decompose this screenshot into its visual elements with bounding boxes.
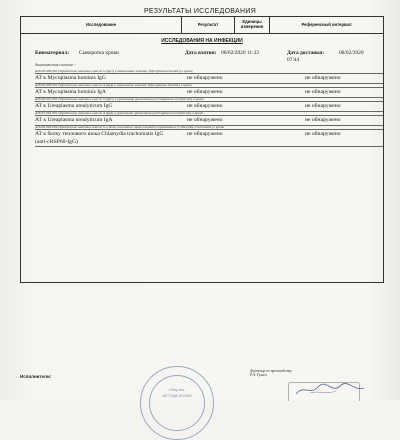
- header-result: Результат: [182, 17, 235, 33]
- results-frame: [20, 32, 384, 283]
- test-reference: не обнаружено: [305, 131, 341, 137]
- stamp-text-2: МЕТОДИЧЕСКИЙ: [162, 394, 192, 398]
- test-code-description: A26.06.072.001 Определение антител класса G (IgG) к уреаплазме уреалитикум (Ureaplasma urealyticum) в крови: [35, 97, 204, 101]
- test-code-description: A26.06.058.002 Определение антител класса G (IgG) к микоплазме хоминис (Mycoplasma hominis) в крови: [35, 69, 193, 73]
- test-name: АТ к Mycoplasma hominis IgA: [35, 89, 106, 95]
- section-title: ИССЛЕДОВАНИЯ НА ИНФЕКЦИИ: [161, 38, 243, 44]
- test-reference: не обнаружено: [305, 75, 341, 81]
- test-block: [35, 83, 383, 98]
- test-result: не обнаружено: [187, 103, 223, 109]
- test-result: не обнаружено: [187, 89, 223, 95]
- test-name: АТ к Ureaplasma urealyticum IgA: [35, 117, 113, 123]
- header-reference: Референсный интервал: [301, 21, 352, 27]
- test-block: [35, 111, 383, 126]
- director-title: Директор по производству: [250, 369, 292, 373]
- test-block: [35, 125, 383, 147]
- test-result: не обнаружено: [187, 75, 223, 81]
- test-block: [35, 97, 383, 112]
- director-name: Р.А. Гулиев: [250, 373, 267, 378]
- stamp-inner-ring: [149, 375, 205, 431]
- test-reference: не обнаружено: [305, 117, 341, 123]
- test-name: АТ к Mycoplasma hominis IgG: [35, 75, 106, 81]
- date-delivered-label: Дата доставки:: [287, 50, 325, 56]
- test-code-description: A26.06.058.001 Определение антител класса A (IgA) к микоплазме хоминис (Mycoplasma hominis) в крови: [35, 83, 192, 87]
- analytic-system-label: Аналитическая система: -: [35, 63, 76, 67]
- biomaterial-label: Биоматериал:: [35, 50, 70, 56]
- header-study: Исследование: [21, 17, 182, 33]
- test-reference: не обнаружено: [305, 103, 341, 109]
- signature-icon: [290, 378, 370, 400]
- header-units: Единицы измерения: [235, 17, 270, 33]
- test-code-description: A26.05.018.001 Определение антител класса A (IgA) к уреаплазме уреалитикум (Ureaplasma urealyticum) в крови: [35, 111, 203, 115]
- test-result: не обнаружено: [187, 131, 223, 137]
- document-title: РЕЗУЛЬТАТЫ ИССЛЕДОВАНИЯ: [143, 8, 257, 15]
- director-block: [250, 369, 292, 378]
- stamp-text: «Научно-: [168, 387, 186, 392]
- test-block: [35, 69, 383, 84]
- date-delivered-time: 07:44: [287, 57, 300, 63]
- test-name: АТ к Ureaplasma urealyticum IgG: [35, 103, 113, 109]
- test-reference: не обнаружено: [305, 89, 341, 95]
- biomaterial-row: [35, 50, 381, 64]
- test-result: не обнаружено: [187, 117, 223, 123]
- test-name: АТ к белку теплового шока Chlamydia trachomatis IgG (anti-cHSP60-IgG): [35, 131, 164, 145]
- date-taken-value: 06/02/2020 11:33: [221, 50, 259, 56]
- biomaterial-value: Сыворотка крови: [79, 50, 119, 56]
- date-delivered-value: 08/02/2020: [339, 50, 364, 56]
- test-code-description: A26.06.018.004 Определение антител класса G к белку теплового шока хламидии трахоматис (Chlamydia trachomatis) в крови: [35, 125, 225, 129]
- date-taken-label: Дата взятия:: [185, 50, 217, 56]
- seal-stamp: [140, 366, 214, 440]
- table-row: [35, 129, 383, 147]
- performer-label: Исполнители:: [20, 374, 52, 379]
